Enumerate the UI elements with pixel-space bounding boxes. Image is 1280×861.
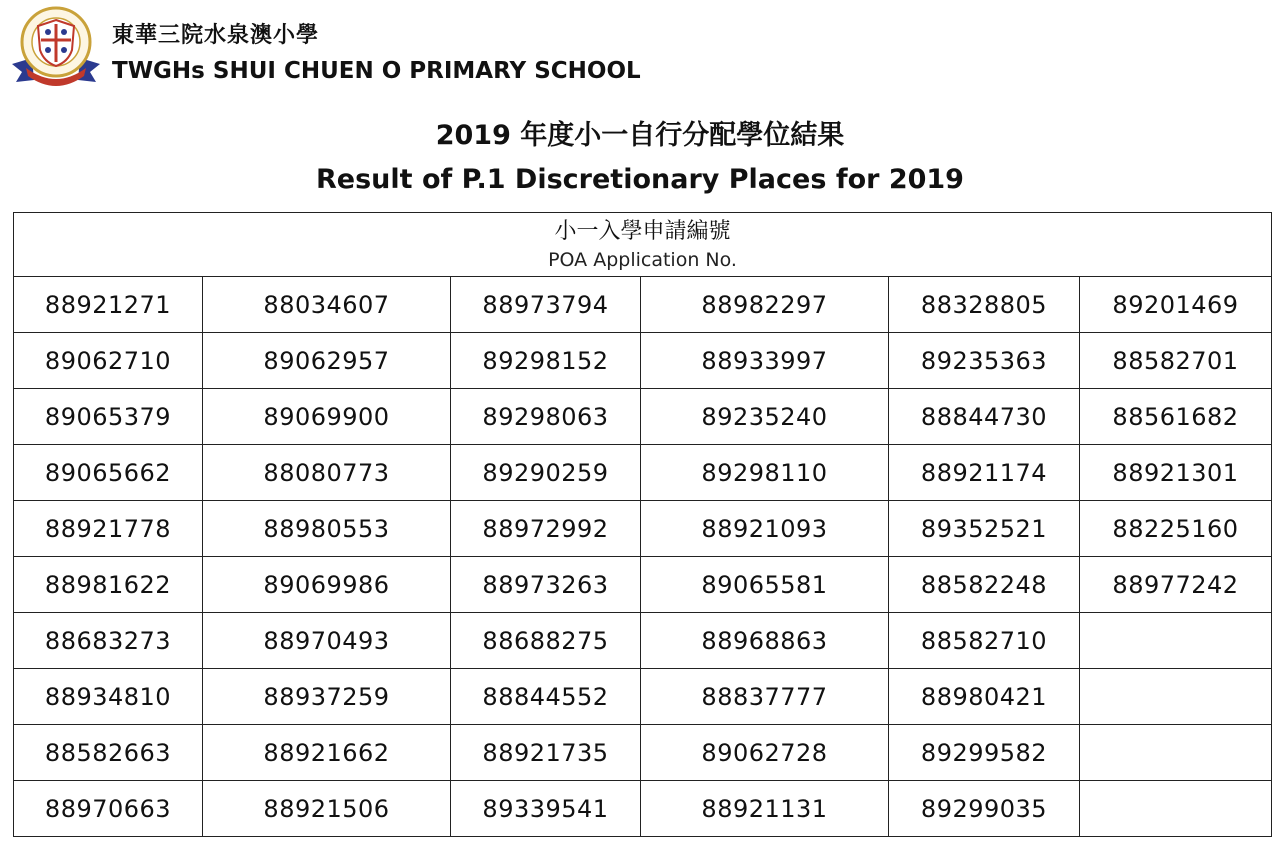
application-number-cell: 89339541 <box>451 781 641 837</box>
school-name-en: TWGHs SHUI CHUEN O PRIMARY SCHOOL <box>112 58 641 84</box>
application-number-cell: 88080773 <box>203 445 451 501</box>
table-row <box>14 389 1272 445</box>
application-number-cell: 88582663 <box>14 725 203 781</box>
application-number-cell: 88921735 <box>451 725 641 781</box>
application-number-cell: 88972992 <box>451 501 641 557</box>
application-number-cell: 88921131 <box>641 781 889 837</box>
results-table <box>13 212 1272 837</box>
application-number-cell: 88937259 <box>203 669 451 725</box>
application-number-cell: 88561682 <box>1080 389 1272 445</box>
application-number-cell: 88970663 <box>14 781 203 837</box>
application-number-cell: 88921174 <box>889 445 1080 501</box>
table-header-zh: 小一入學申請編號 <box>554 218 731 244</box>
application-number-cell: 89235363 <box>889 333 1080 389</box>
application-number-cell: 89065581 <box>641 557 889 613</box>
application-number-cell: 89069900 <box>203 389 451 445</box>
page-title-en: Result of P.1 Discretionary Places for 2019 <box>316 164 964 195</box>
school-name-zh: 東華三院水泉澳小學 <box>112 23 320 48</box>
table-header-en: POA Application No. <box>548 248 737 271</box>
application-number-cell: 89290259 <box>451 445 641 501</box>
application-number-cell: 89201469 <box>1080 277 1272 333</box>
results-table-body <box>14 277 1272 837</box>
application-number-cell: 89299035 <box>889 781 1080 837</box>
application-number-cell: 88688275 <box>451 613 641 669</box>
application-number-cell: 88968863 <box>641 613 889 669</box>
table-row <box>14 669 1272 725</box>
application-number-cell: 88977242 <box>1080 557 1272 613</box>
application-number-cell: 88982297 <box>641 277 889 333</box>
application-number-cell <box>1080 725 1272 781</box>
table-row <box>14 277 1272 333</box>
application-number-cell <box>1080 781 1272 837</box>
application-number-cell: 88034607 <box>203 277 451 333</box>
application-number-cell <box>1080 613 1272 669</box>
application-number-cell: 89298063 <box>451 389 641 445</box>
application-number-cell: 89065662 <box>14 445 203 501</box>
application-number-cell: 88934810 <box>14 669 203 725</box>
application-number-cell: 88973263 <box>451 557 641 613</box>
application-number-cell: 88582248 <box>889 557 1080 613</box>
table-row <box>14 613 1272 669</box>
application-number-cell <box>1080 669 1272 725</box>
application-number-cell: 88980421 <box>889 669 1080 725</box>
table-row <box>14 725 1272 781</box>
application-number-cell: 88921301 <box>1080 445 1272 501</box>
application-number-cell: 88980553 <box>203 501 451 557</box>
application-number-cell: 88970493 <box>203 613 451 669</box>
table-row <box>14 781 1272 837</box>
application-number-cell: 88921271 <box>14 277 203 333</box>
application-number-cell: 89298152 <box>451 333 641 389</box>
application-number-cell: 88921778 <box>14 501 203 557</box>
application-number-cell: 88921093 <box>641 501 889 557</box>
page-title-zh: 2019 年度小一自行分配學位結果 <box>435 120 845 151</box>
application-number-cell: 89062728 <box>641 725 889 781</box>
application-number-cell: 88582710 <box>889 613 1080 669</box>
application-number-cell: 88981622 <box>14 557 203 613</box>
application-number-cell: 89235240 <box>641 389 889 445</box>
table-row <box>14 333 1272 389</box>
application-number-cell: 88844730 <box>889 389 1080 445</box>
school-crest-icon <box>8 2 104 98</box>
application-number-cell: 89062957 <box>203 333 451 389</box>
application-number-cell: 88683273 <box>14 613 203 669</box>
application-number-cell: 89065379 <box>14 389 203 445</box>
application-number-cell: 88837777 <box>641 669 889 725</box>
application-number-cell: 88933997 <box>641 333 889 389</box>
application-number-cell: 88225160 <box>1080 501 1272 557</box>
table-header-row <box>14 213 1272 277</box>
table-row <box>14 445 1272 501</box>
table-header <box>14 213 1272 277</box>
application-number-cell: 89069986 <box>203 557 451 613</box>
application-number-cell: 88844552 <box>451 669 641 725</box>
application-number-cell: 89298110 <box>641 445 889 501</box>
application-number-cell: 88973794 <box>451 277 641 333</box>
table-row <box>14 557 1272 613</box>
table-row <box>14 501 1272 557</box>
application-number-cell: 89352521 <box>889 501 1080 557</box>
application-number-cell: 89062710 <box>14 333 203 389</box>
application-number-cell: 88921662 <box>203 725 451 781</box>
application-number-cell: 88921506 <box>203 781 451 837</box>
application-number-cell: 88582701 <box>1080 333 1272 389</box>
application-number-cell: 89299582 <box>889 725 1080 781</box>
application-number-cell: 88328805 <box>889 277 1080 333</box>
page-header <box>0 0 1280 110</box>
